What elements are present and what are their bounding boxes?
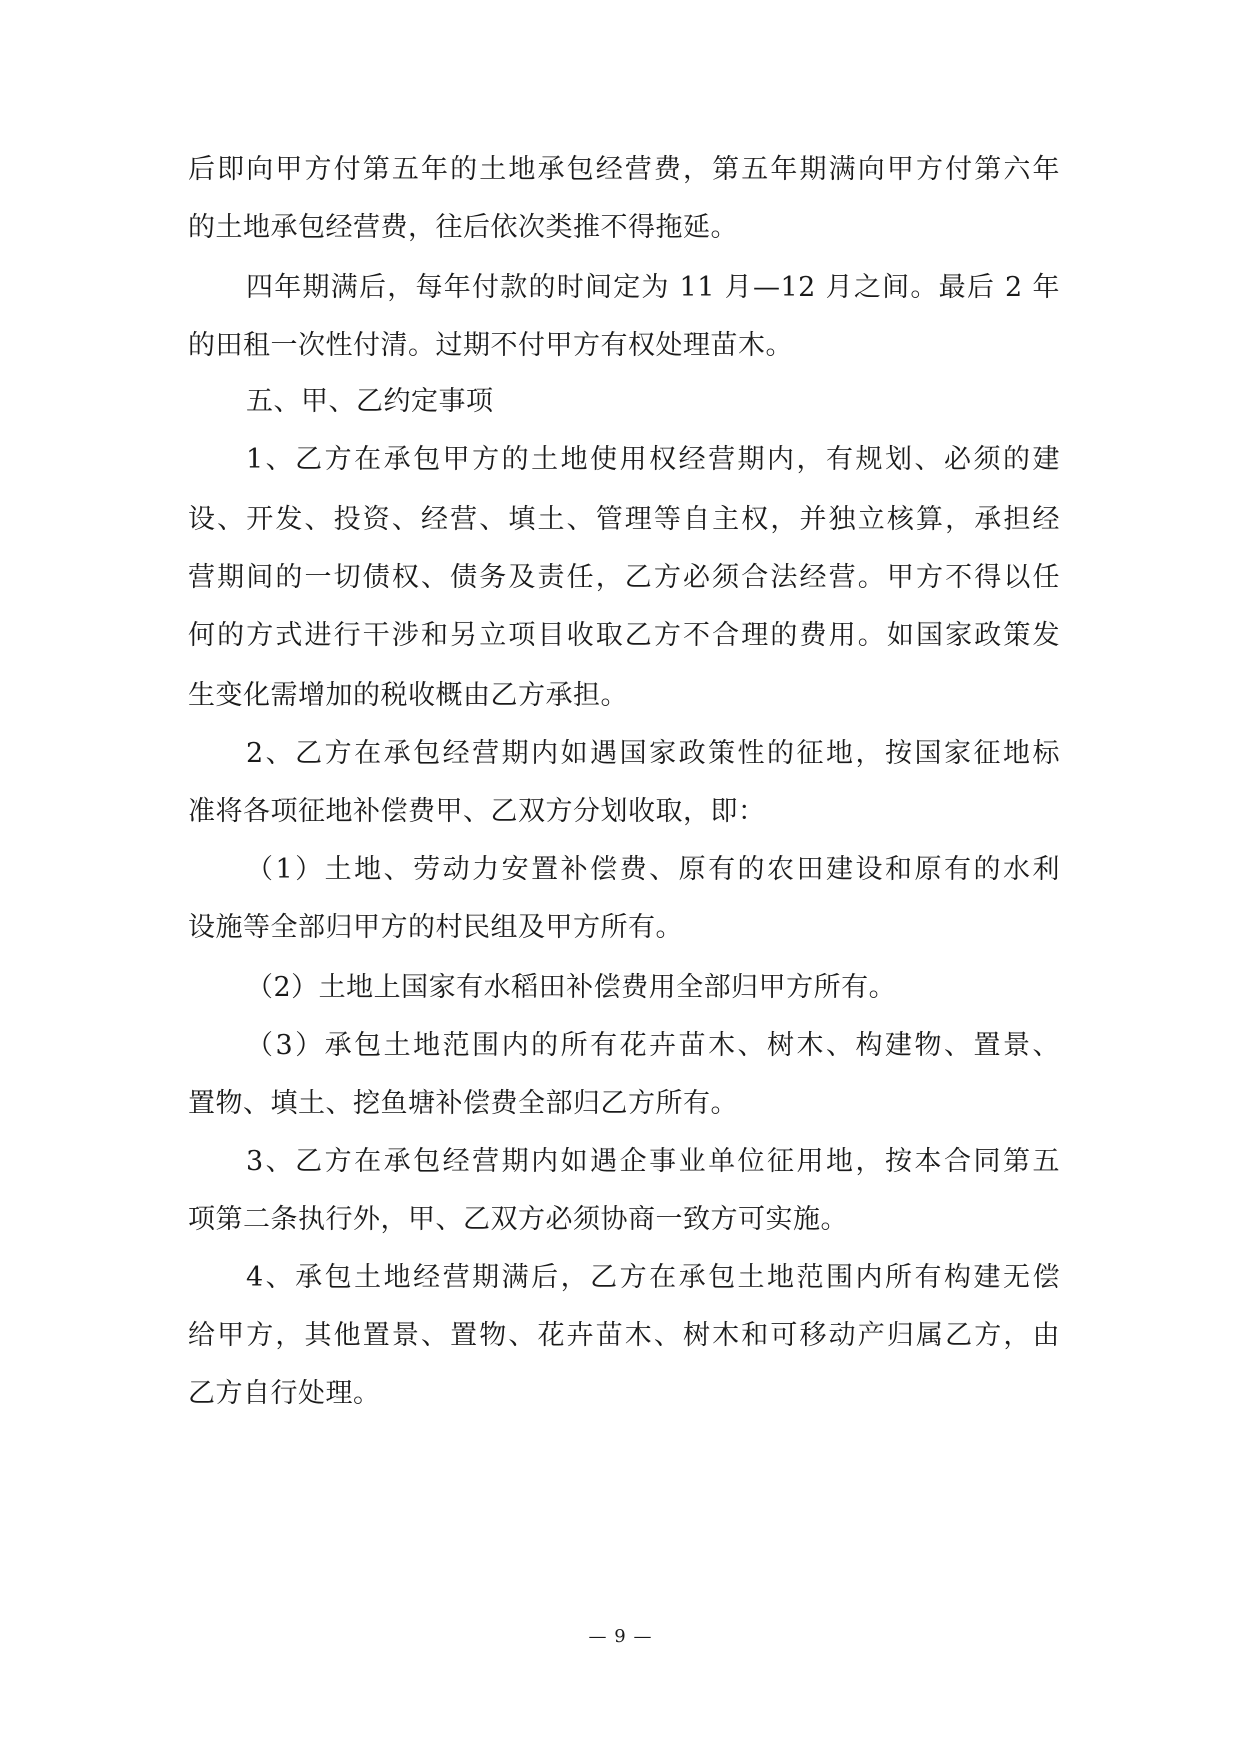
text-line: 后即向甲方付第五年的土地承包经营费，第五年期满向甲方付第六年 xyxy=(188,154,1060,185)
text-line: （2）土地上国家有水稻田补偿费用全部归甲方所有。 xyxy=(246,972,897,1003)
text-line: 生变化需增加的税收概由乙方承担。 xyxy=(188,680,628,711)
text-line: 4、承包土地经营期满后，乙方在承包土地范围内所有构建无偿 xyxy=(246,1262,1060,1293)
text-line: 项第二条执行外，甲、乙双方必须协商一致方可实施。 xyxy=(188,1204,848,1235)
text-line: 3、乙方在承包经营期内如遇企事业单位征用地，按本合同第五 xyxy=(246,1146,1060,1177)
text-line: （3）承包土地范围内的所有花卉苗木、树木、构建物、置景、 xyxy=(246,1030,1060,1061)
text-line: 给甲方，其他置景、置物、花卉苗木、树木和可移动产归属乙方，由 xyxy=(188,1320,1060,1351)
text-line: 设施等全部归甲方的村民组及甲方所有。 xyxy=(188,912,683,943)
text-line: 2、乙方在承包经营期内如遇国家政策性的征地，按国家征地标 xyxy=(246,738,1060,769)
text-line: 四年期满后，每年付款的时间定为 11 月—12 月之间。最后 2 年 xyxy=(246,272,1060,303)
text-line: 乙方自行处理。 xyxy=(188,1378,381,1409)
text-line: 设、开发、投资、经营、填土、管理等自主权，并独立核算，承担经 xyxy=(188,504,1060,535)
text-line: 准将各项征地补偿费甲、乙双方分划收取，即： xyxy=(188,796,766,827)
page-number: — 9 — xyxy=(588,1626,653,1647)
text-line: 置物、填土、挖鱼塘补偿费全部归乙方所有。 xyxy=(188,1088,738,1119)
text-line: 的土地承包经营费，往后依次类推不得拖延。 xyxy=(188,212,738,243)
text-line: 1、乙方在承包甲方的土地使用权经营期内，有规划、必须的建 xyxy=(246,444,1060,475)
text-line: 营期间的一切债权、债务及责任，乙方必须合法经营。甲方不得以任 xyxy=(188,562,1060,593)
text-line: 五、甲、乙约定事项 xyxy=(246,386,494,417)
text-line: 的田租一次性付清。过期不付甲方有权处理苗木。 xyxy=(188,330,793,361)
text-line: （1）土地、劳动力安置补偿费、原有的农田建设和原有的水利 xyxy=(246,854,1060,885)
text-line: 何的方式进行干涉和另立项目收取乙方不合理的费用。如国家政策发 xyxy=(188,620,1060,651)
